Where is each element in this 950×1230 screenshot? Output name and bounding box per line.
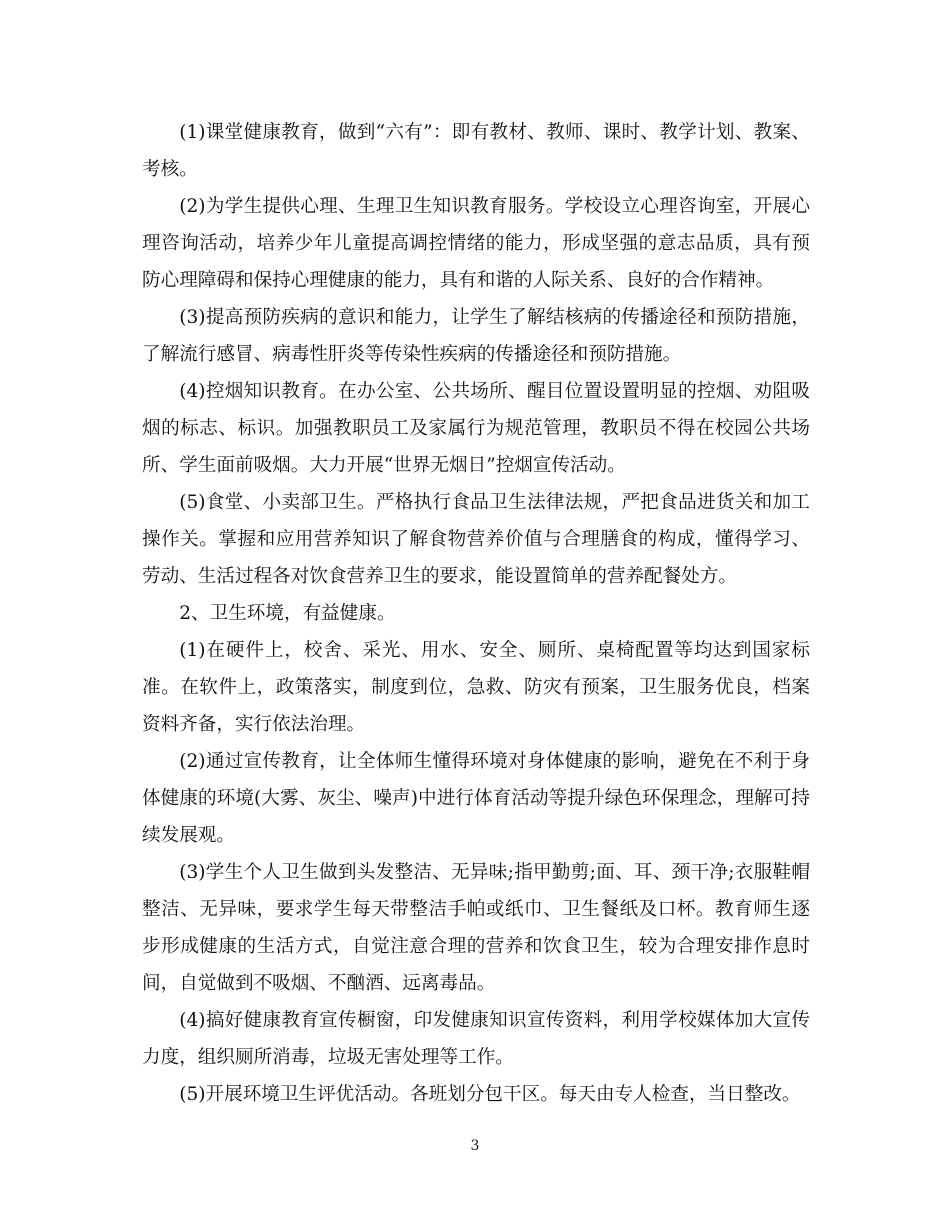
paragraph: (5)食堂、小卖部卫生。严格执行食品卫生法律法规，严把食品进货关和加工操作关。掌握和应用营养知识了解食物营养价值与合理膳食的构成，懂得学习、劳动、生活过程各对饮食营养卫生的要求，能设置简单的营养配餐处方。 — [142, 492, 810, 587]
paragraph: (4)控烟知识教育。在办公室、公共场所、醒目位置设置明显的控烟、劝阻吸烟的标志、标识。加强教职员工及家属行为规范管理，教职员不得在校园公共场所、学生面前吸烟。大力开展“世界无烟日”控烟宣传活动。 — [142, 381, 810, 476]
section-heading: 2、卫生环境，有益健康。 — [179, 603, 396, 624]
paragraph: (1)在硬件上，校舍、采光、用水、安全、厕所、桌椅配置等均达到国家标准。在软件上，政策落实，制度到位，急救、防灾有预案，卫生服务优良，档案资料齐备，实行依法治理。 — [142, 640, 810, 735]
paragraph: (5)开展环境卫生评优活动。各班划分包干区。每天由专人检查，当日整改。 — [179, 1084, 801, 1105]
page-number: 3 — [470, 1138, 480, 1154]
paragraph: (3)提高预防疾病的意识和能力，让学生了解结核病的传播途径和预防措施，了解流行感冒、病毒性肝炎等传染性疾病的传播途径和预防措施。 — [142, 307, 810, 365]
paragraph: (4)搞好健康教育宣传橱窗，印发健康知识宣传资料，利用学校媒体加大宣传力度，组织厕所消毒，垃圾无害处理等工作。 — [142, 1010, 810, 1068]
paragraph: (3)学生个人卫生做到头发整洁、无异味;指甲勤剪;面、耳、颈干净;衣服鞋帽整洁、无异味，要求学生每天带整洁手帕或纸巾、卫生餐纸及口杯。教育师生逐步形成健康的生活方式，自觉注意合理的营养和饮食卫生，较为合理安排作息时间，自觉做到不吸烟、不酗酒、远离毒品。 — [142, 862, 810, 994]
paragraph: (1)课堂健康教育，做到“六有”：即有教材、教师、课时、教学计划、教案、考核。 — [142, 122, 810, 180]
document-body — [142, 114, 810, 1113]
paragraph: (2)为学生提供心理、生理卫生知识教育服务。学校设立心理咨询室，开展心理咨询活动，培养少年儿童提高调控情绪的能力，形成坚强的意志品质，具有预防心理障碍和保持心理健康的能力，具有和谐的人际关系、良好的合作精神。 — [142, 196, 810, 291]
paragraph: (2)通过宣传教育，让全体师生懂得环境对身体健康的影响，避免在不利于身体健康的环境(大雾、灰尘、噪声)中进行体育活动等提升绿色环保理念，理解可持续发展观。 — [142, 751, 810, 846]
